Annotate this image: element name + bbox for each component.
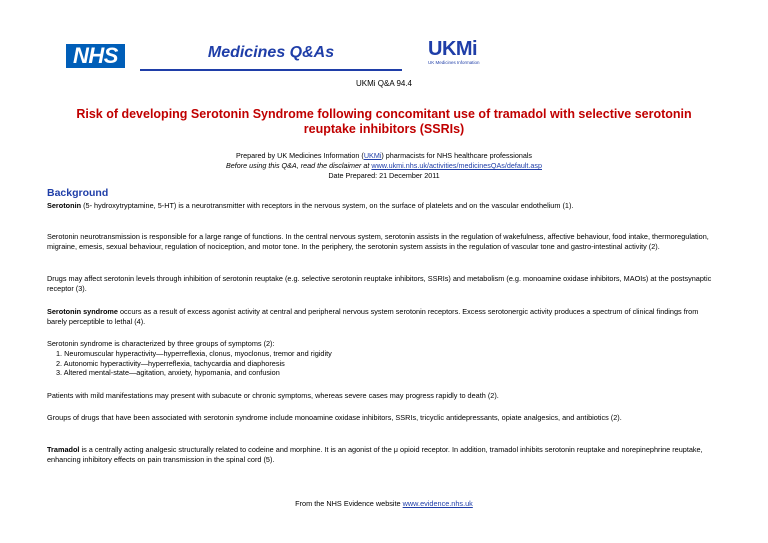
disclaimer-line (0, 161, 768, 170)
paragraph-drug-groups: Groups of drugs that have been associated with serotonin syndrome include monoamine oxidase inhibitors, SSRIs, tricyclic antidepressants, opiate analgesics, and antibiotics (2). (47, 413, 622, 422)
paragraph-serotonin-syndrome (47, 307, 719, 326)
paragraph-mild-manifestations: Patients with mild manifestations may present with subacute or chronic symptoms, whereas severe cases may progress rapidly to death (2). (47, 391, 499, 400)
disclaimer-link[interactable]: www.ukmi.nhs.uk/activities/medicinesQAs/default.asp (371, 161, 542, 170)
prepared-by-line (0, 151, 768, 160)
footer (0, 499, 768, 508)
term-serotonin: Serotonin (47, 201, 82, 210)
paragraph-serotonin (47, 201, 719, 211)
prepared-suffix: ) pharmacists for NHS healthcare professionals (381, 151, 533, 160)
section-heading-background: Background (47, 187, 109, 199)
prepared-prefix: Prepared by UK Medicines Information ( (235, 151, 364, 160)
ukmi-logo-text: UKMi (428, 38, 478, 60)
header-title: Medicines Q&As (207, 44, 335, 61)
paragraph-tramadol (47, 445, 719, 464)
footer-prefix: From the NHS Evidence website (295, 499, 403, 508)
date-prepared: Date Prepared: 21 December 2011 (328, 171, 440, 180)
nhs-logo: NHS (66, 44, 125, 68)
paragraph-symptom-groups: Serotonin syndrome is characterized by three groups of symptoms (2): (47, 339, 275, 348)
list-item: 1. Neuromuscular hyperactivity—hyperreflexia, clonus, myoclonus, tremor and rigidity (56, 349, 332, 358)
paragraph-serotonin-syndrome-text: occurs as a result of excess agonist activity at central and peripheral nervous system serotonin receptors. Excess serotonergic activity produces a spectrum of clinical findings from barely perceptible to lethal (4). (47, 307, 699, 326)
footer-link[interactable]: www.evidence.nhs.uk (402, 499, 473, 508)
term-serotonin-syndrome: Serotonin syndrome (47, 307, 118, 316)
ukmi-logo-subtitle: UK Medicines Information (428, 60, 480, 65)
paragraph-tramadol-text: is a centrally acting analgesic structurally related to codeine and morphine. It is an agonist of the μ opioid receptor. In addition, tramadol inhibits serotonin reuptake and norepinephrine reuptake, enhancing inhibitory effects on pain transmission in the spinal cord (5). (47, 445, 703, 464)
list-item: 3. Altered mental-state—agitation, anxiety, hypomania, and confusion (56, 368, 280, 378)
ukmi-link[interactable]: UKMi (363, 151, 382, 160)
document-title: Risk of developing Serotonin Syndrome following concomitant use of tramadol with selective serotonin reuptake inhibitors (SSRIs) (76, 107, 692, 136)
symptom-list (56, 349, 716, 378)
ukmi-logo (428, 38, 498, 68)
paragraph-drug-effects: Drugs may affect serotonin levels through inhibition of serotonin reuptake (e.g. selective serotonin reuptake inhibitors, SSRIs) and metabolism (e.g. monoamine oxidase inhibitors, MAOIs) at the postsynaptic receptor (3). (47, 274, 712, 293)
qa-reference: UKMi Q&A 94.4 (355, 79, 413, 88)
list-item: 2. Autonomic hyperactivity—hyperreflexia, tachycardia and diaphoresis (56, 358, 285, 368)
disclaimer-prefix: Before using this Q&A, read the disclaimer at (226, 161, 372, 170)
term-tramadol: Tramadol (47, 445, 80, 454)
header-rule (140, 69, 402, 71)
paragraph-neurotransmission: Serotonin neurotransmission is responsible for a large range of functions. In the central nervous system, serotonin assists in the regulation of wakefulness, affective behaviour, food intake, thermoregulation, migraine, emesis, sexual behaviour, regulation of nociception, and motor tone. In the periphery, the serotonin system assists in the regulation of vascular tone and gastro-intestinal activity (2). (47, 232, 709, 251)
paragraph-serotonin-text: (5- hydroxytryptamine, 5-HT) is a neurotransmitter with receptors in the nervous system, on the surface of platelets and on the vascular endothelium (1). (81, 201, 574, 210)
